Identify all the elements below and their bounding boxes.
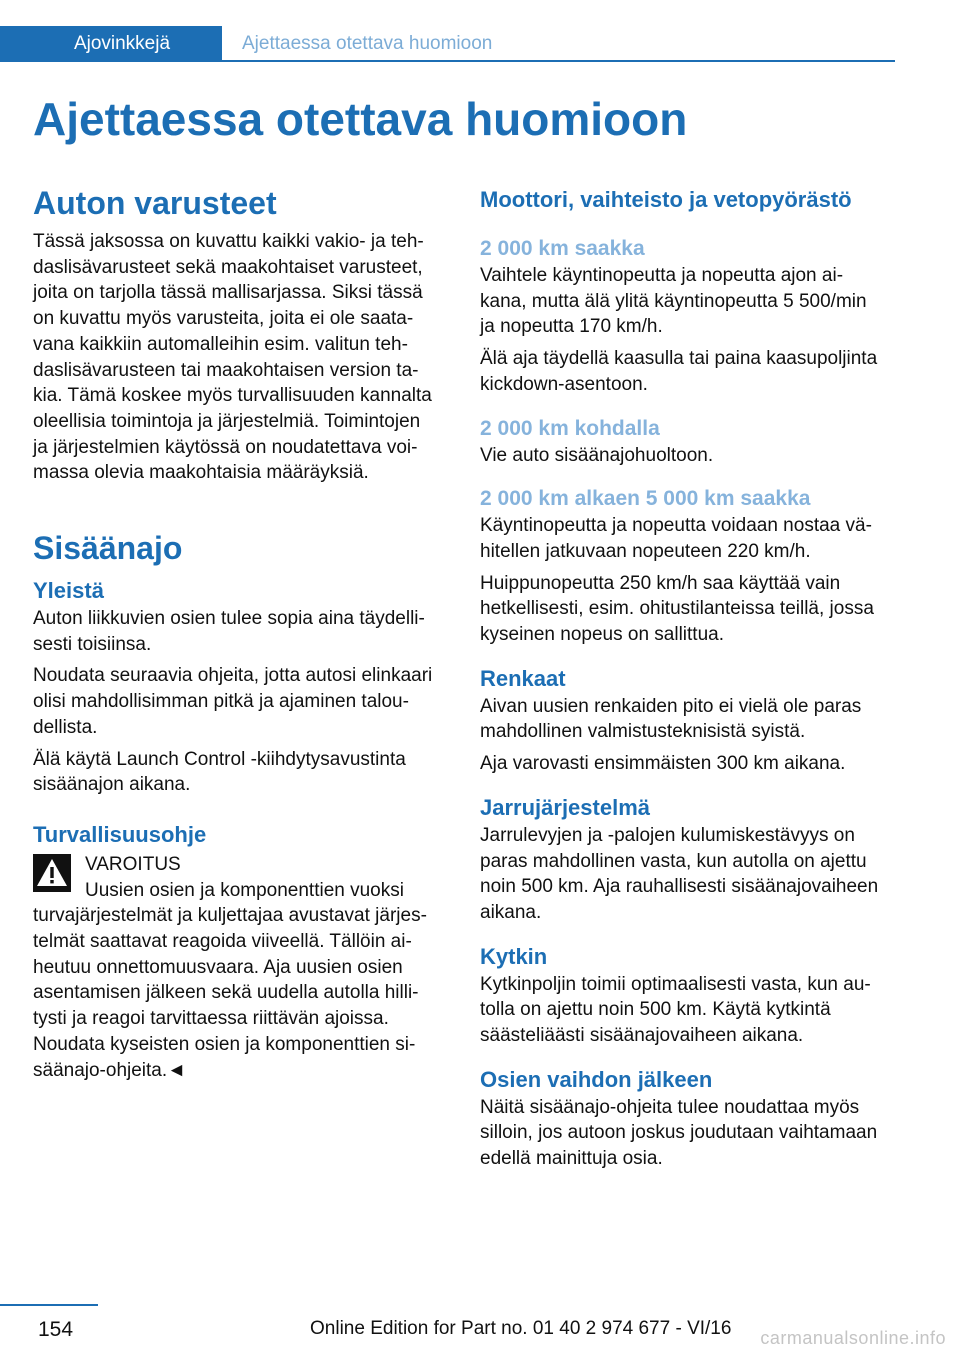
tires-paragraph-1 — [480, 694, 898, 745]
header-rule — [222, 60, 895, 62]
text-line: oleellisia toimintoja ja järjestelmiä. Toimintojen — [33, 410, 421, 432]
text-line: Näitä sisäänajo-ohjeita tulee noudattaa myös — [480, 1096, 860, 1118]
text-line: on kuvattu myös varusteita, joita ei ole saata‐ — [33, 308, 414, 330]
text-line: Auton liikkuvien osien tulee sopia aina täydelli‐ — [33, 608, 425, 630]
text-line: telmät saattavat reagoida viiveellä. Tällöin ai‐ — [33, 931, 412, 953]
section-tab-label: Ajettaessa otettava huomioon — [242, 33, 493, 54]
text-line: Vaihtele käyntinopeutta ja nopeutta ajon ai‐ — [480, 265, 844, 286]
text-line: hitellen jatkuvaan nopeuteen 220 km/h. — [480, 540, 811, 562]
text-line: dellista. — [33, 716, 98, 738]
warning-box — [33, 852, 451, 1083]
text-line: Älä käytä Launch Control -kiihdytysavustinta — [33, 748, 406, 770]
text-line: Käyntinopeutta ja nopeutta voidaan nostaa vä‐ — [480, 515, 872, 537]
text-line: daslisävarusteet sekä maakohtaiset varusteet, — [33, 256, 423, 278]
text-line: turvajärjestelmät ja kuljettajaa avustavat järjes‐ — [33, 905, 427, 927]
range-paragraph-1 — [480, 513, 898, 564]
text-line: mahdollinen valmistusteknisistä syistä. — [480, 721, 806, 743]
text-line: Älä aja täydellä kaasulla tai paina kaasupoljinta — [480, 348, 878, 370]
watermark: carmanualsonline.info — [760, 1328, 946, 1348]
safety-heading: Turvallisuusohje — [33, 821, 207, 847]
text-line: Aivan uusien renkaiden pito ei vielä ole paras — [480, 695, 862, 717]
text-line: Jarrulevyjen ja -palojen kulumiskestävyys on — [480, 824, 855, 846]
text-line: edellä mainittuja osia. — [480, 1148, 663, 1170]
upto-2000-paragraph-1 — [480, 263, 898, 340]
text-line: tysti ja reagoi tarvittaessa riittävän ajoissa. — [33, 1008, 389, 1030]
text-line: sesti toisiinsa. — [33, 633, 152, 655]
chapter-tab[interactable] — [0, 26, 222, 62]
breakin-heading: Sisäänajo — [33, 530, 183, 567]
tires-heading: Renkaat — [480, 665, 566, 691]
general-paragraph-3 — [33, 747, 451, 798]
text-line: aikana. — [480, 901, 542, 923]
left-column — [33, 183, 451, 1083]
text-line: kickdown-asentoon. — [480, 373, 648, 395]
text-line: noin 500 km. Aja rauhallisesti sisäänajovaiheen — [480, 876, 879, 898]
at-2000-paragraph: Vie auto sisäänajohuoltoon. — [480, 444, 714, 466]
text-line: daslisävarusteen tai maakohtaisen version ta‐ — [33, 359, 419, 381]
text-line: vana kaikkiin automalleihin esim. valitun teh‐ — [33, 333, 408, 355]
warning-triangle-icon — [33, 854, 71, 892]
at-2000-heading: 2 000 km kohdalla — [480, 416, 660, 440]
text-line: kia. Tämä koskee myös turvallisuuden kannalta — [33, 385, 432, 407]
clutch-paragraph — [480, 972, 898, 1049]
text-line: säästeliäästi sisäänajovaiheen aikana. — [480, 1025, 804, 1047]
engine-heading: Moottori, vaihteisto ja vetopyörästö — [480, 187, 852, 212]
clutch-heading: Kytkin — [480, 943, 548, 969]
general-paragraph-1 — [33, 606, 451, 657]
text-line: olisi mahdollisimman pitkä ja ajaminen talou‐ — [33, 691, 409, 713]
range-paragraph-2 — [480, 571, 898, 648]
text-line: massa olevia maakohtaisia määräyksiä. — [33, 462, 369, 484]
upto-2000-paragraph-2 — [480, 346, 898, 397]
text-line: Tässä jaksossa on kuvattu kaikki vakio- ja teh‐ — [33, 231, 424, 252]
page-number: 154 — [38, 1318, 74, 1341]
warning-label: VAROITUS — [85, 853, 181, 875]
brakes-heading: Jarrujärjestelmä — [480, 794, 650, 820]
warning-paragraph — [33, 903, 451, 1083]
text-line: joita on tarjolla tässä mallisarjassa. Siksi tässä — [33, 282, 423, 304]
parts-paragraph — [480, 1095, 898, 1172]
edition-info: Online Edition for Part no. 01 40 2 974 677 - VI/16 — [310, 1318, 732, 1339]
page-header — [0, 26, 895, 62]
text-line: Noudata seuraavia ohjeita, jotta autosi elinkaari — [33, 665, 433, 687]
equipment-paragraph — [33, 229, 451, 486]
text-line: sisäänajon aikana. — [33, 774, 191, 796]
text-line: Noudata kyseisten osien ja komponenttien si‐ — [33, 1033, 416, 1055]
chapter-tab-label: Ajovinkkejä — [73, 33, 171, 54]
text-line: heutuu onnettomuusvaara. Aja uusien osien — [33, 956, 403, 978]
section-tab[interactable] — [242, 26, 492, 62]
parts-heading: Osien vaihdon jälkeen — [480, 1066, 713, 1092]
range-heading: 2 000 km alkaen 5 000 km saakka — [480, 487, 811, 511]
general-heading: Yleistä — [33, 578, 104, 604]
text-line: asentamisen jälkeen sekä uudella autolla hilli‐ — [33, 982, 419, 1004]
footer-rule — [0, 1304, 98, 1306]
text-line: Kytkinpoljin toimii optimaalisesti vasta, kun au‐ — [480, 973, 871, 995]
text-line: ja nopeutta 170 km/h. — [480, 316, 663, 338]
equipment-heading: Auton varusteet — [33, 185, 277, 221]
text-line: kana, mutta älä ylitä käyntinopeutta 5 500/min — [480, 290, 867, 312]
text-line: Huippunopeutta 250 km/h saa käyttää vain — [480, 572, 841, 594]
text-line: kyseinen nopeus on sallittua. — [480, 624, 724, 646]
upto-2000-heading: 2 000 km saakka — [480, 237, 645, 260]
text-line: säänajo-ohjeita.◄ — [33, 1059, 186, 1081]
brakes-paragraph — [480, 823, 898, 926]
page-title: Ajettaessa otettava huomioon — [33, 93, 688, 145]
text-line: silloin, jos autoon joskus joudutaan vaihtamaan — [480, 1122, 878, 1144]
text-line: paras mahdollinen vasta, kun autolla on ajettu — [480, 850, 867, 872]
text-line: tolla on ajettu noin 500 km. Käytä kytkintä — [480, 999, 831, 1021]
text-line: hetkellisesti, esim. ohitustilanteissa teillä, jossa — [480, 598, 874, 620]
right-column — [480, 183, 898, 1172]
text-line: ja järjestelmien käytössä on noudatettava voi‐ — [33, 436, 418, 458]
tires-paragraph-2: Aja varovasti ensimmäisten 300 km aikana. — [480, 753, 846, 775]
warning-first-line: Uusien osien ja komponenttien vuoksi — [85, 879, 404, 901]
general-paragraph-2 — [33, 663, 451, 740]
